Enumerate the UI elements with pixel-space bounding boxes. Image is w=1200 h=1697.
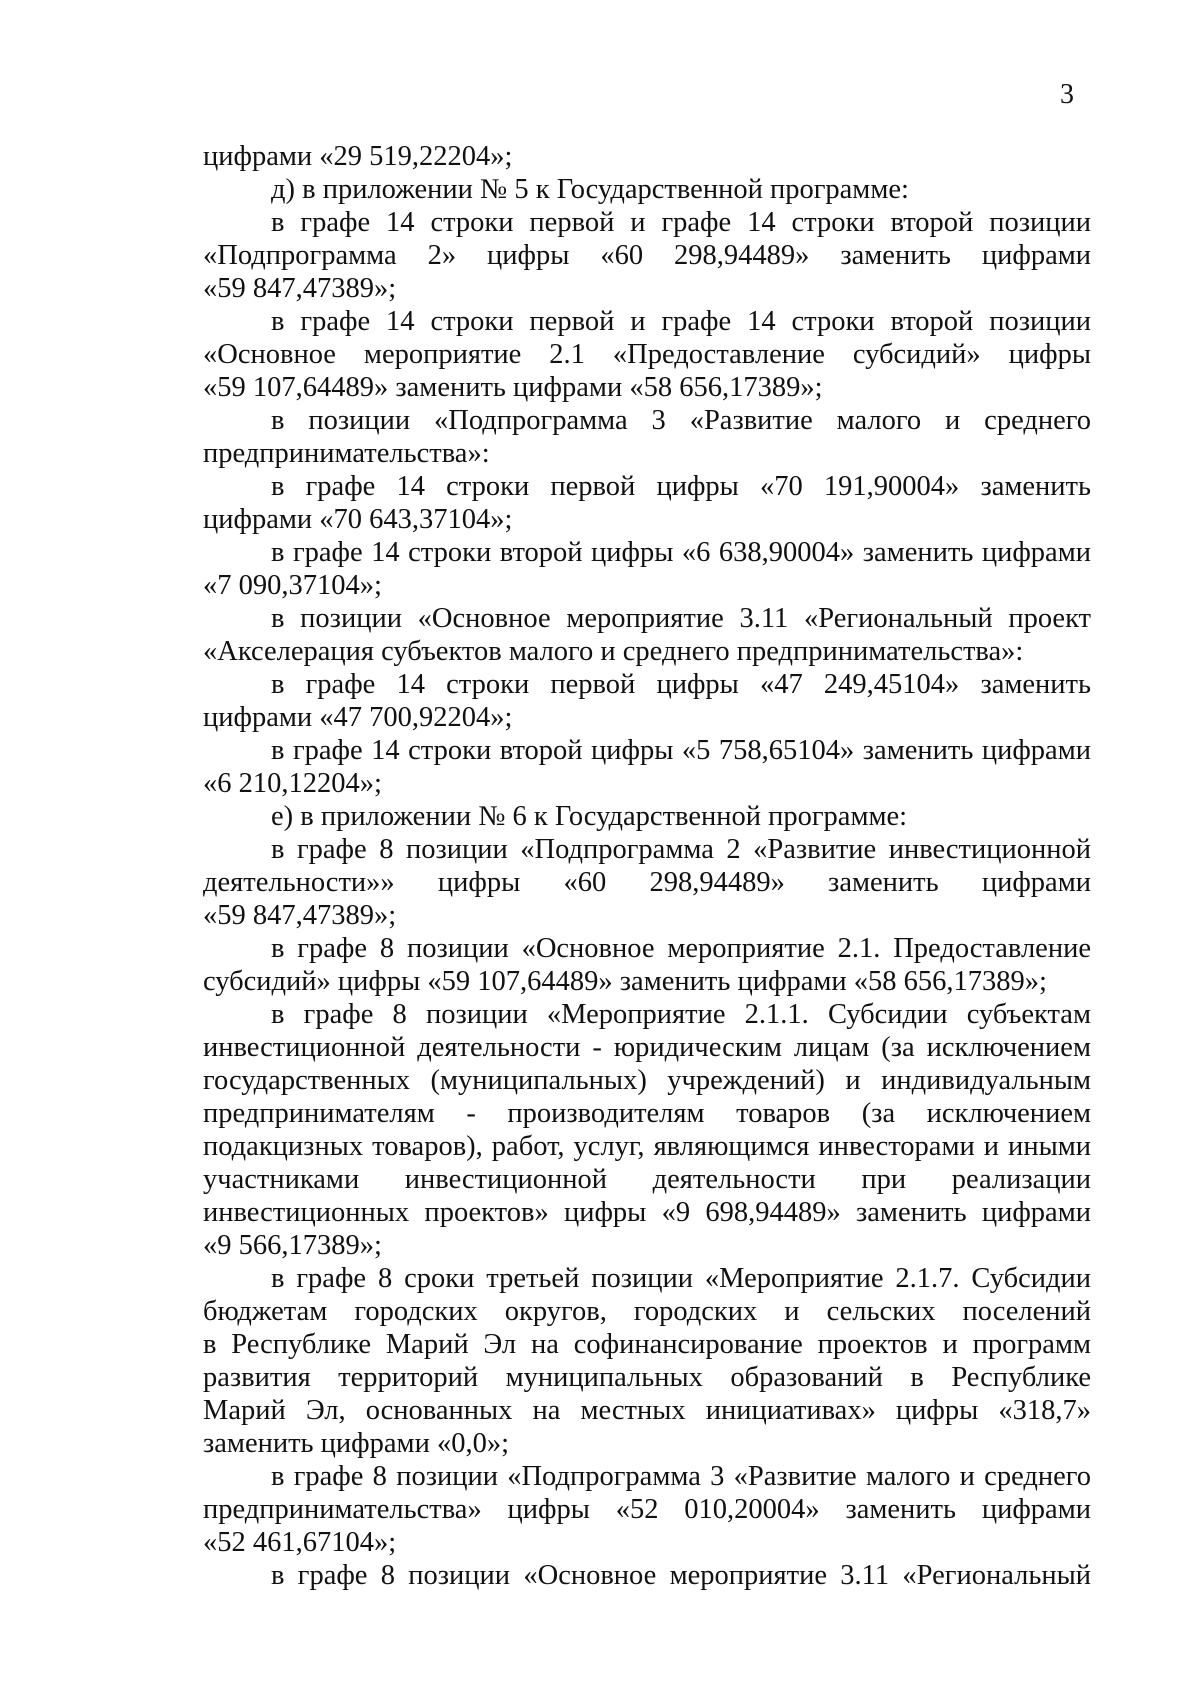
text-line: в позиции «Подпрограмма 3 «Развитие малого и среднего bbox=[271, 405, 1091, 436]
text-line: заменить цифрами «0,0»; bbox=[203, 1428, 509, 1459]
text-line: в графе 8 сроки третьей позиции «Мероприятие 2.1.7. Субсидии bbox=[271, 1263, 1091, 1294]
text-line: «Подпрограмма 2» цифры «60 298,94489» заменить цифрами bbox=[203, 240, 1091, 271]
text-line: «Основное мероприятие 2.1 «Предоставление субсидий» цифры bbox=[203, 339, 1091, 370]
text-line: участниками инвестиционной деятельности при реализации bbox=[203, 1164, 1091, 1195]
text-line: предпринимателям - производителям товаров (за исключением bbox=[203, 1098, 1091, 1129]
text-line: цифрами «29 519,22204»; bbox=[203, 141, 513, 172]
text-line: в графе 8 позиции «Основное мероприятие 3.11 «Региональный bbox=[271, 1560, 1091, 1591]
text-line: в позиции «Основное мероприятие 3.11 «Региональный проект bbox=[271, 603, 1091, 634]
text-line: «6 210,12204»; bbox=[203, 768, 382, 799]
text-line: в графе 8 позиции «Подпрограмма 2 «Развитие инвестиционной bbox=[271, 834, 1091, 865]
text-line: цифрами «70 643,37104»; bbox=[203, 504, 513, 535]
page-number: 3 bbox=[1060, 79, 1074, 110]
text-line: «52 461,67104»; bbox=[203, 1527, 397, 1558]
text-line: развития территорий муниципальных образований в Республике bbox=[203, 1362, 1091, 1393]
text-line: е) в приложении № 6 к Государственной программе: bbox=[271, 801, 908, 832]
text-line: в графе 8 позиции «Основное мероприятие 2.1. Предоставление bbox=[271, 933, 1091, 964]
text-line: в графе 14 строки второй цифры «5 758,65104» заменить цифрами bbox=[271, 735, 1091, 766]
text-line: в графе 14 строки первой цифры «70 191,90004» заменить bbox=[271, 471, 1091, 502]
text-line: государственных (муниципальных) учреждений) и индивидуальным bbox=[203, 1065, 1091, 1096]
text-line: субсидий» цифры «59 107,64489» заменить цифрами «58 656,17389»; bbox=[203, 966, 1047, 997]
text-line: в графе 14 строки второй цифры «6 638,90004» заменить цифрами bbox=[271, 537, 1091, 568]
text-line: «59 107,64489» заменить цифрами «58 656,17389»; bbox=[203, 372, 823, 403]
text-line: д) в приложении № 5 к Государственной программе: bbox=[271, 174, 909, 205]
text-line: «59 847,47389»; bbox=[203, 273, 397, 304]
text-line: предпринимательства»: bbox=[203, 438, 490, 469]
text-line: в Республике Марий Эл на софинансирование проектов и программ bbox=[203, 1329, 1091, 1360]
text-line: бюджетам городских округов, городских и сельских поселений bbox=[203, 1296, 1091, 1327]
text-line: «7 090,37104»; bbox=[203, 570, 382, 601]
text-line: подакцизных товаров), работ, услуг, являющимся инвесторами и иными bbox=[203, 1131, 1091, 1162]
text-line: деятельности»» цифры «60 298,94489» заменить цифрами bbox=[203, 867, 1091, 898]
text-line: цифрами «47 700,92204»; bbox=[203, 702, 513, 733]
text-line: инвестиционных проектов» цифры «9 698,94489» заменить цифрами bbox=[203, 1197, 1091, 1228]
text-line: в графе 14 строки первой и графе 14 строки второй позиции bbox=[271, 306, 1091, 337]
text-line: в графе 14 строки первой цифры «47 249,45104» заменить bbox=[271, 669, 1091, 700]
text-line: «59 847,47389»; bbox=[203, 900, 397, 931]
text-line: в графе 14 строки первой и графе 14 строки второй позиции bbox=[271, 207, 1091, 238]
text-line: «9 566,17389»; bbox=[203, 1230, 382, 1261]
text-line: в графе 8 позиции «Подпрограмма 3 «Развитие малого и среднего bbox=[271, 1461, 1091, 1492]
text-line: в графе 8 позиции «Мероприятие 2.1.1. Субсидии субъектам bbox=[271, 999, 1091, 1030]
text-line: инвестиционной деятельности - юридическим лицам (за исключением bbox=[203, 1032, 1091, 1063]
text-line: «Акселерация субъектов малого и среднего предпринимательства»: bbox=[203, 636, 1024, 667]
document-body bbox=[203, 140, 1091, 1592]
text-line: Марий Эл, основанных на местных инициативах» цифры «318,7» bbox=[203, 1395, 1091, 1426]
text-line: предпринимательства» цифры «52 010,20004» заменить цифрами bbox=[203, 1494, 1091, 1525]
